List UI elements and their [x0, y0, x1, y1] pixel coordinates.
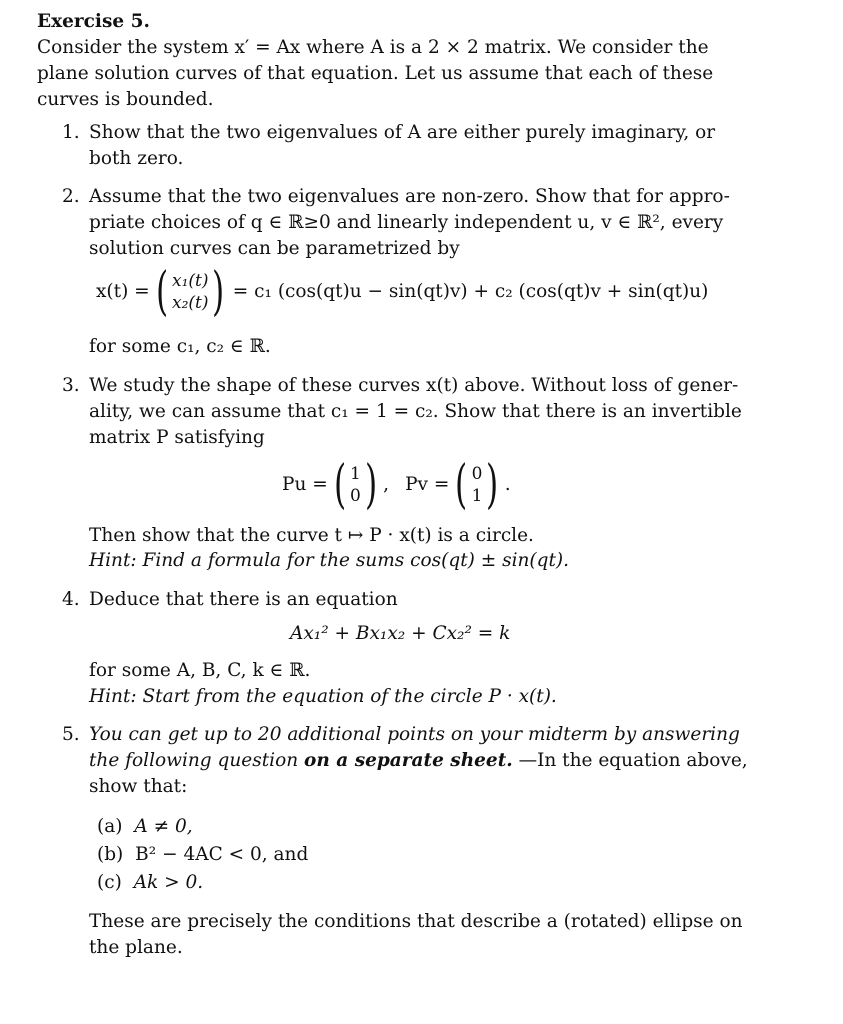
item-1-number: 1. [62, 122, 80, 143]
item-1-line-1: Show that the two eigenvalues of A are either purely imaginary, or [89, 122, 716, 143]
item-2-number: 2. [62, 186, 80, 207]
item-4-line: Deduce that there is an equation [89, 589, 398, 610]
sub-item-c [97, 871, 203, 895]
sub-item-c-label: (c) [97, 872, 122, 893]
eq-rhs: = c₁ (cos(qt)u − sin(qt)v) + c₂ (cos(qt)v + sin(qt)u) [232, 281, 709, 302]
pu-vector [350, 463, 361, 507]
item-5-line-2-italic: the following question [89, 750, 299, 771]
item-2-equation: x(t) = ( x₁(t) x₂(t) ) = c₁ (cos(qt)u − sin(qt)v) + c₂ (cos(qt)v + sin(qt)u) [96, 262, 709, 322]
intro-line-1: Consider the system x′ = Ax where A is a 2 × 2 matrix. We consider the [37, 37, 709, 58]
eq-vector-top: x₁(t) [171, 271, 209, 291]
item-5-line-1: You can get up to 20 additional points on your midterm by answering [89, 724, 740, 745]
sub-item-a [97, 815, 193, 839]
item-2-line-1: Assume that the two eigenvalues are non-zero. Show that for appro- [89, 186, 730, 207]
item-2-line-2: priate choices of q ∈ ℝ≥0 and linearly independent u, v ∈ ℝ², every [89, 212, 724, 233]
item-4-equation: Ax₁² + Bx₁x₂ + Cx₂² = k [290, 623, 511, 644]
item-3-line-2: ality, we can assume that c₁ = 1 = c₂. Show that there is an invertible [89, 401, 742, 422]
intro-line-2: plane solution curves of that equation. Let us assume that each of these [37, 63, 714, 84]
sub-item-a-label: (a) [97, 816, 123, 837]
intro-line-3: curves is bounded. [37, 89, 214, 110]
sub-item-b [97, 843, 308, 867]
sub-item-b-text: B² − 4AC < 0, and [135, 844, 309, 865]
item-1-line-2: both zero. [89, 148, 184, 169]
item-5-line-2-bold: on a separate sheet. [304, 750, 513, 771]
closing-line-2: the plane. [89, 937, 183, 958]
item-3-hint: Hint: Find a formula for the sums cos(qt) ± sin(qt). [89, 550, 570, 571]
eq-vector-bottom: x₂(t) [171, 293, 209, 313]
eq-pv: Pv = [405, 474, 450, 495]
item-2-line-3: solution curves can be parametrized by [89, 238, 460, 259]
item-3-line-3: matrix P satisfying [89, 427, 265, 448]
sub-item-a-text: A ≠ 0, [134, 816, 193, 837]
pv-bottom: 1 [471, 486, 483, 506]
sub-item-c-text: Ak > 0. [133, 872, 204, 893]
sub-item-b-label: (b) [97, 844, 124, 865]
exercise-title: Exercise 5. [37, 11, 150, 32]
item-5-number: 5. [62, 724, 80, 745]
pv-top: 0 [471, 464, 483, 484]
closing-line-1: These are precisely the conditions that describe a (rotated) ellipse on [89, 911, 743, 932]
eq-lhs: x(t) = [96, 281, 150, 302]
item-4-hint: Hint: Start from the equation of the circle P · x(t). [89, 686, 557, 707]
item-3-after: Then show that the curve t ↦ P · x(t) is a circle. [89, 525, 534, 546]
eq-pu: Pu = [282, 474, 328, 495]
pu-top: 1 [350, 464, 361, 484]
item-4-number: 4. [62, 589, 80, 610]
item-3-equation: Pu = ( 1 0 ) , Pv = ( 0 1 ) . [282, 455, 511, 515]
item-5-line-3: show that: [89, 776, 188, 797]
pu-bottom: 0 [350, 486, 361, 506]
item-5-line-2 [89, 749, 748, 773]
item-3-line-1: We study the shape of these curves x(t) above. Without loss of gener- [89, 375, 739, 396]
item-5-line-2-rest: —In the equation above, [518, 750, 748, 771]
item-4-after: for some A, B, C, k ∈ ℝ. [89, 660, 311, 681]
eq-vector [172, 270, 209, 314]
item-2-after: for some c₁, c₂ ∈ ℝ. [89, 336, 271, 357]
pv-vector [472, 463, 483, 507]
item-3-number: 3. [62, 375, 80, 396]
